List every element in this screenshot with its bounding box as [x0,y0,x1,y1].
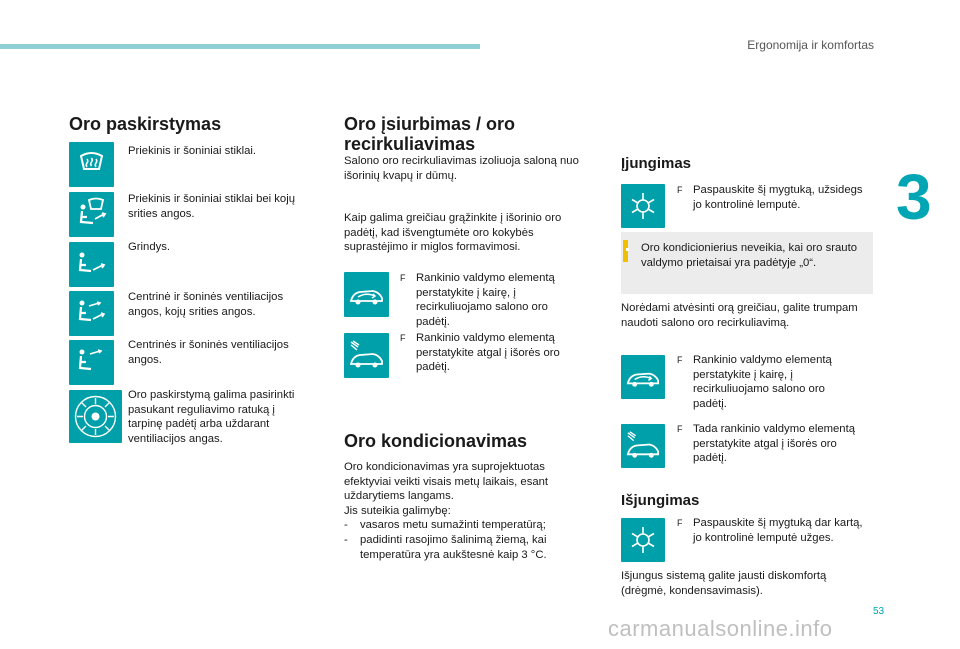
recirculation-icon [621,355,665,399]
ac-list-item-1: vasaros metu sumažinti temperatūrą; [360,519,546,532]
bullet-marker: F [677,518,683,528]
windshield-defrost-icon [69,142,114,187]
distribution-text-5: Centrinės ir šoninės ventiliacijos angos. [128,339,289,366]
intake-bullet-1-text: Rankinio valdymo elementą perstatykite į kairę, į recirkuliuojamo salono oro padėtį. [416,272,555,328]
ac-button-icon [621,518,665,562]
cooling-bullet-1 [677,353,857,413]
header-accent-bar [0,44,480,49]
air-distribution-title: Oro paskirstymas [69,114,222,134]
intake-paragraph-1: Salono oro recirkuliavimas izoliuoja saloną nuo išorinių kvapų ir dūmų. [344,155,579,182]
info-note-text: Oro kondicionierius neveikia, kai oro srauto valdymo prietaisai yra padėtyje „0“. [641,242,858,269]
info-note [621,232,873,294]
intake-paragraph-2: Kaip galima greičiau grąžinkite į išorinio oro padėtį, kad išvengtumėte oro kokybės suprastėjimo ir miglos formavimosi. [344,212,562,254]
ac-paragraph-2: Jis suteikia galimybę: [344,504,451,517]
page-number: 53 [873,606,885,617]
list-item [344,518,576,533]
switch-off-paragraph: Išjungus sistemą galite jausti diskomfortą (drėgmė, kondensavimasis). [621,570,827,597]
intake-bullet-2-text: Rankinio valdymo elementą perstatykite atgal į išorės oro padėtį. [416,332,560,374]
ac-list [344,518,576,562]
cooling-paragraph: Norėdami atvėsinti orą greičiau, galite trumpam naudoti salono oro recirkuliavimą. [621,302,858,329]
cooling-bullet-2 [677,422,867,472]
outside-air-icon [344,333,389,378]
distribution-text-1: Priekinis ir šoniniai stiklai. [128,145,257,157]
bullet-marker: F [677,185,683,195]
watermark: carmanualsonline.info [608,616,833,641]
outside-air-icon [621,424,665,468]
switch-off-bullet [677,516,867,564]
intake-bullet-1 [400,271,580,331]
cooling-bullet-1-text: Rankinio valdymo elementą perstatykite į kairę, į recirkuliuojamo salono oro padėtį. [693,354,832,410]
floor-airflow-icon [69,242,114,287]
bullet-marker: F [677,355,683,365]
list-dash: - [344,519,348,532]
face-feet-airflow-icon [69,291,114,336]
ac-list-item-2: padidinti rasojimo šalinimą žiemą, kai temperatūra yra aukštesnė kaip 3 °C. [360,533,547,561]
distribution-text-6: Oro paskirstymą galima pasirinkti pasukant reguliavimo ratuką į tarpinę padėtį arba uždarant ventiliacijos angas. [128,389,295,445]
bullet-marker: F [677,424,683,434]
recirculation-icon [344,272,389,317]
ac-button-icon [621,184,665,228]
distribution-dial-icon [69,390,122,443]
distribution-text-4: Centrinė ir šoninės ventiliacijos angos, kojų srities angos. [128,291,284,318]
switch-off-title: Išjungimas [621,492,700,509]
switch-on-title: Įjungimas [621,155,692,172]
cooling-bullet-2-text: Tada rankinio valdymo elementą perstatykite atgal į išorės oro padėtį. [693,423,856,465]
info-marker-icon [623,240,628,262]
windshield-feet-icon [69,192,114,237]
face-airflow-icon [69,340,114,385]
distribution-text-2: Priekinis ir šoniniai stiklai bei kojų srities angos. [128,193,296,220]
ac-title: Oro kondicionavimas [344,431,528,451]
switch-on-bullet-text: Paspauskite šį mygtuką, užsidegs jo kontrolinė lemputė. [693,184,863,211]
section-title: Ergonomija ir komfortas [747,38,874,52]
ac-paragraph-1: Oro kondicionavimas yra suprojektuotas efektyviai veikti visais metų laikais, esant uždarytiems langams. [344,461,549,503]
bullet-marker: F [400,273,406,283]
distribution-text-3: Grindys. [128,241,171,253]
chapter-number: 3 [896,161,932,233]
bullet-marker: F [400,333,406,343]
list-dash: - [344,533,348,546]
air-intake-title: Oro įsiurbimas / oro recirkuliavimas [344,114,516,154]
switch-off-bullet-text: Paspauskite šį mygtuką dar kartą, jo kontrolinė lemputė užges. [693,517,863,544]
ac-paragraph [344,460,576,562]
switch-on-bullet [677,183,877,215]
list-item [344,533,576,562]
intake-bullet-2 [400,331,580,381]
